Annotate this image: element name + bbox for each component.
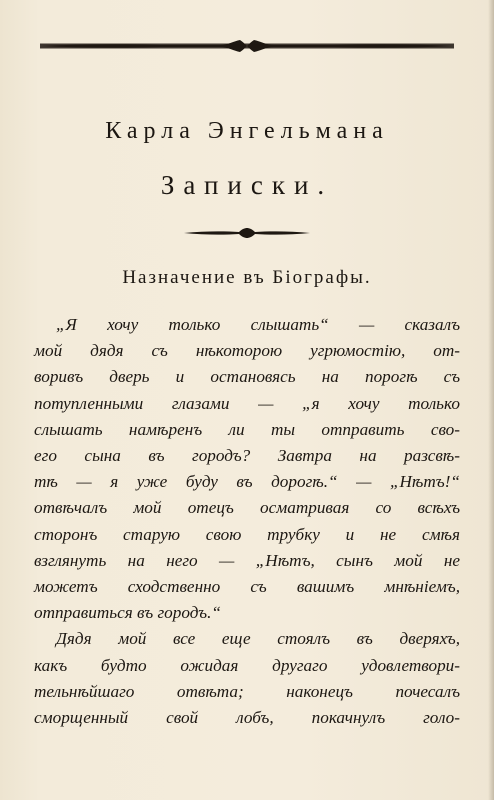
middle-ornament-rule (184, 226, 310, 240)
text-line: слышать намѣренъ ли ты отправить сво- (34, 419, 460, 439)
text-line: какъ будто ожидая другаго удовлетвори- (34, 655, 460, 675)
text-line: „Я хочу только слышать“ — сказалъ (56, 315, 460, 334)
text-line: его сына въ городъ? Завтра на разсвѣ- (34, 446, 460, 466)
book-title: Записки. (160, 170, 334, 200)
text-line: мой дядя съ нѣкоторою угрюмостію, от- (34, 341, 460, 361)
paragraph (34, 626, 460, 731)
text-line: тельнѣйшаго отвѣта; наконецъ почесалъ (34, 681, 460, 701)
text-line: Дядя мой все еще стоялъ въ дверяхъ, (56, 629, 460, 649)
text-line: отправиться въ городъ.“ (34, 603, 221, 623)
text-line: тѣ — я уже буду въ дорогѣ.“ — „Нѣтъ!“ (34, 472, 460, 492)
top-ornament-rule (40, 36, 454, 56)
author-heading: Карла Энгельмана (105, 118, 389, 144)
body-text (34, 312, 460, 731)
chapter-title: Назначение въ Біографы. (122, 267, 372, 288)
paragraph (34, 312, 460, 626)
text-line: взглянуть на него — „Нѣтъ, сынъ мой не (34, 550, 460, 570)
text-line: потупленными глазами — „я хочу только (34, 393, 460, 413)
text-line: воривъ дверь и остановясь на порогѣ съ (34, 367, 460, 387)
text-line: сморщенный свой лобъ, покачнулъ голо- (34, 708, 460, 728)
text-line: отвѣчалъ мой отецъ осматривая со всѣхъ (34, 498, 460, 518)
text-line: можетъ сходственно съ вашимъ мнѣніемъ, (34, 577, 460, 597)
text-line: сторонъ старую свою трубку и не смѣя (34, 524, 460, 544)
